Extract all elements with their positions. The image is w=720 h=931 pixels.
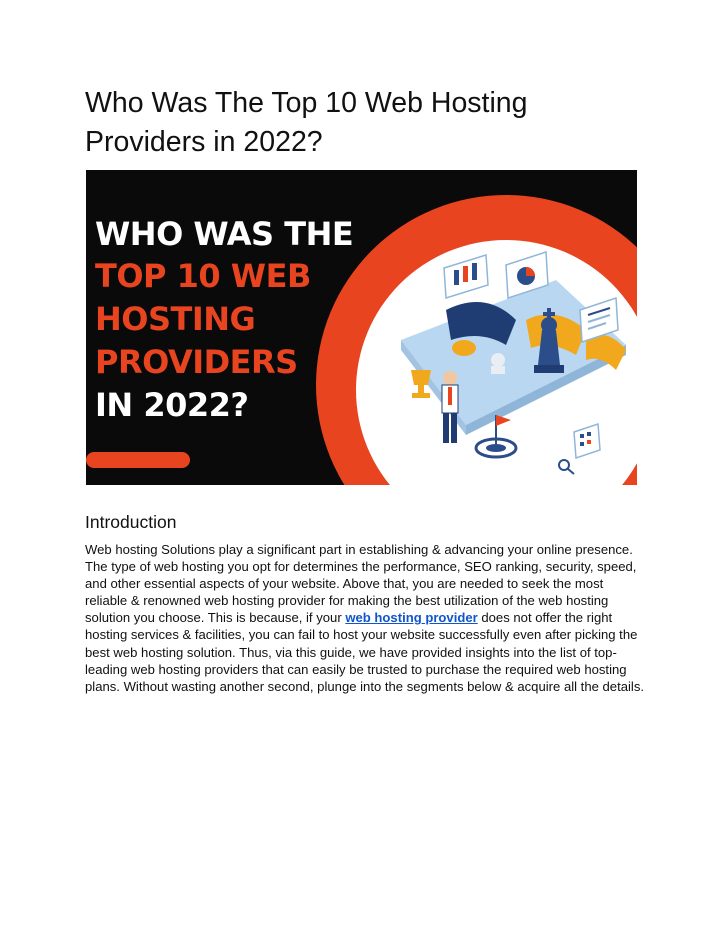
banner-line-5: IN 2022? — [95, 386, 249, 424]
coin-icon — [452, 340, 476, 356]
trophy-icon — [411, 370, 431, 398]
web-hosting-provider-link[interactable]: web hosting provider — [345, 610, 478, 626]
banner-line-2: TOP 10 WEB — [95, 257, 311, 295]
banner-line-3: HOSTING — [95, 300, 256, 338]
document-title: Who Was The Top 10 Web Hosting Providers in 2022? — [85, 87, 528, 158]
accent-bar — [86, 452, 190, 468]
intro-paragraph — [85, 541, 645, 695]
intro-text-part-2: does not offer the right hosting services & facilities, you can fail to host your website successfully even after picking the best web hosting solution. Thus, via this guide, we have provided insights into the list of top-leading web hosting providers that can easily be trusted to purchase the required web hosting plans. Without wasting another second, plunge into the segments below & acquire all the details. — [85, 610, 645, 694]
banner-line-4: PROVIDERS — [95, 343, 298, 381]
hero-banner-image — [86, 170, 637, 485]
section-heading-introduction: Introduction — [85, 512, 177, 532]
intro-text-part-1: Web hosting Solutions play a significant part in establishing & advancing your online presence. The type of web hosting you opt for determines the performance, SEO ranking, security, speed, and other essential aspects of your website. Above that, you are needed to seek the most reliable & renowned web hosting provider for making the best utilization of the web hosting solution you choose. This is because, if your — [85, 542, 637, 626]
banner-line-1: WHO WAS THE — [95, 215, 354, 253]
